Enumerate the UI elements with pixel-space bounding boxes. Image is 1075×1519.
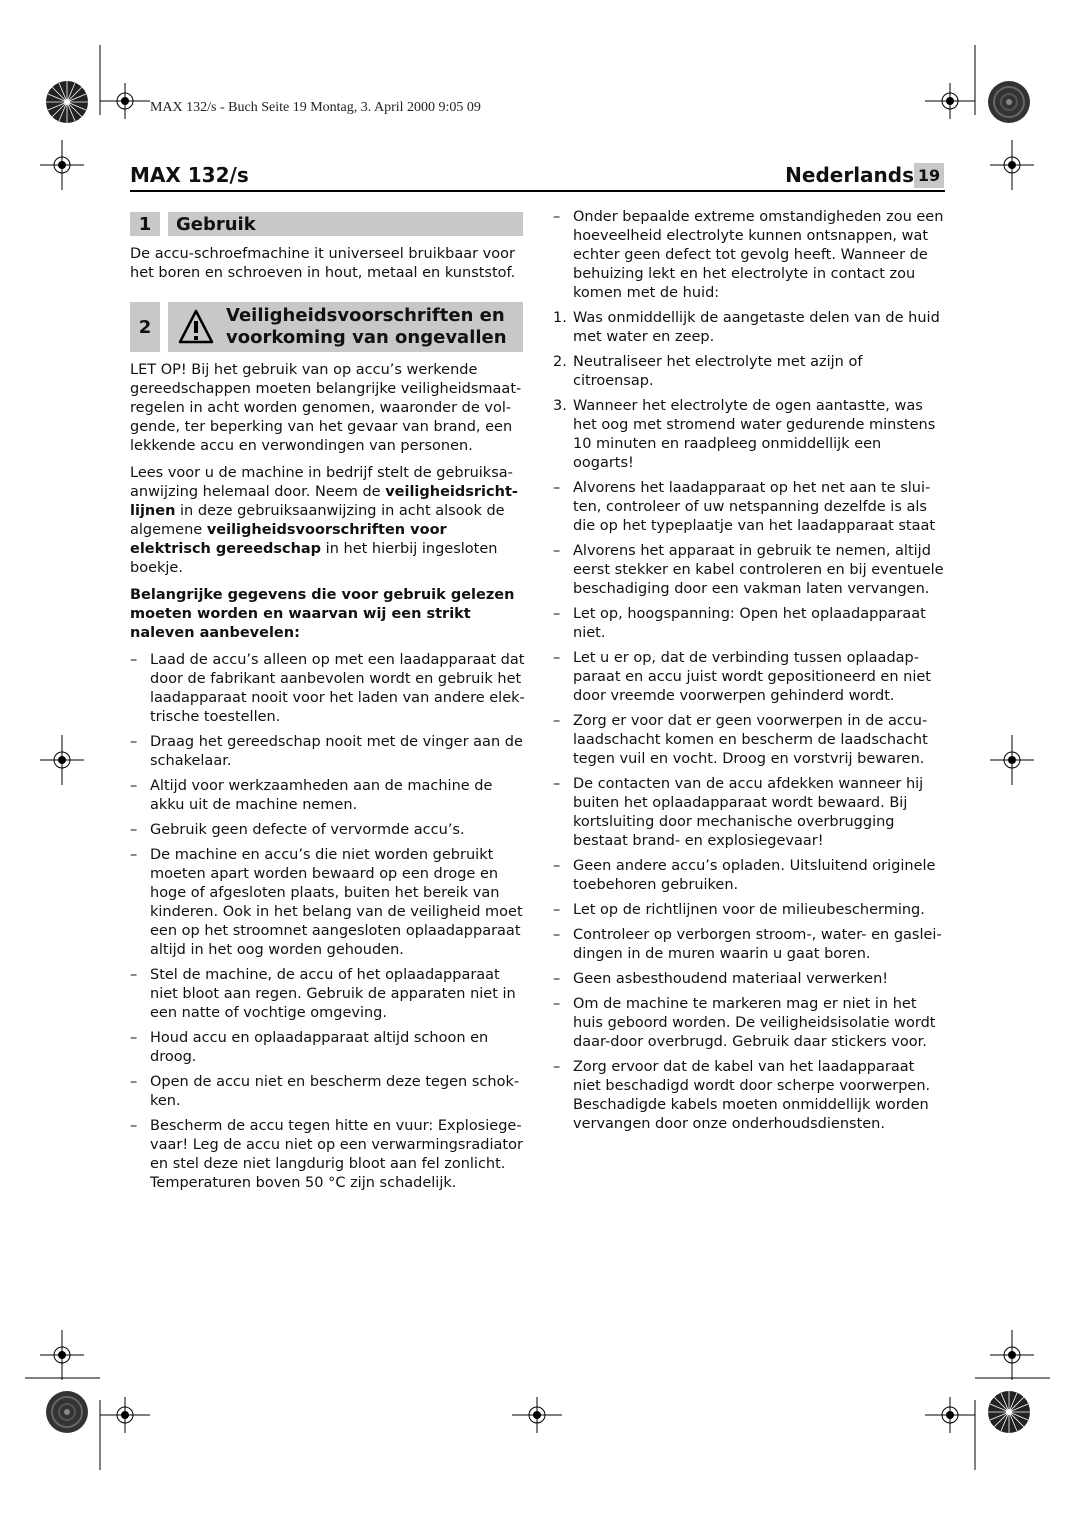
item-text: Wanneer het electrolyte de ogen aantastte, was het oog met stromend water gedurende minstens 10 minuten en raadpleeg onmiddellijk een oogarts!	[573, 398, 936, 471]
item-number: 1.	[553, 310, 567, 326]
list-item: – Geen andere accu’s opladen. Uitsluitend originele toebehoren gebruiken.	[553, 857, 946, 895]
paragraph	[130, 464, 525, 578]
print-slug: MAX 132/s - Buch Seite 19 Montag, 3. April 2000 9:05 09	[150, 100, 481, 115]
section-title: Gebruik	[168, 212, 523, 236]
list-item: – Gebruik geen defecte of vervormde accu’s.	[130, 821, 525, 840]
list-item: – Stel de machine, de accu of het oplaadapparaat niet bloot aan regen. Gebruik de apparaten niet in een natte of vochtige omgeving.	[130, 966, 525, 1023]
safety-list-right	[553, 479, 946, 1134]
section-number: 1	[130, 212, 160, 236]
list-item: – Houd accu en oplaadapparaat altijd schoon en droog.	[130, 1029, 525, 1067]
registration-mark-icon	[990, 140, 1034, 190]
bold-intro: Belangrijke gegevens die voor gebruik gelezen moeten worden en waarvan wij een strikt naleven aanbevelen:	[130, 587, 515, 641]
list-item: – Alvorens het apparaat in gebruik te nemen, altijd eerst stekker en kabel controleren en bij eventuele beschadiging door een vakman laten vervangen.	[553, 542, 946, 599]
item-number: 2.	[553, 354, 567, 370]
section-title: Veiligheidsvoorschriften en voorkoming van ongevallen	[226, 305, 507, 348]
running-header-title: MAX 132/s	[130, 163, 249, 187]
numbered-item	[553, 397, 946, 473]
list-item: – Bescherm de accu tegen hitte en vuur: Explosiege-vaar! Leg de accu niet op een verwarmingsradiator en stel deze niet langdurig bloot aan fel zonlicht. Temperaturen boven 50 °C zijn schadelijk.	[130, 1117, 525, 1193]
header-rule	[130, 190, 945, 192]
color-wheel-icon	[987, 80, 1031, 124]
list-item: – Onder bepaalde extreme omstandigheden zou een hoeveelheid electrolyte kunnen ontsnappen, wat echter geen defect tot gevolg heeft. Wanneer de behuizing lekt en het electrolyte in contact zou komen met de huid:	[553, 208, 946, 303]
color-wheel-icon	[987, 1390, 1031, 1434]
list-item: – Zorg ervoor dat de kabel van het laadapparaat niet beschadigd wordt door scherpe voorwerpen. Beschadigde kabels moeten onmiddellijk worden vervangen door onze onderhoudsdiensten.	[553, 1058, 946, 1134]
list-item: – Let op de richtlijnen voor de milieubescherming.	[553, 901, 946, 920]
registration-mark-icon	[990, 1330, 1034, 1380]
color-wheel-icon	[45, 80, 89, 124]
item-text: Was onmiddellijk de aangetaste delen van de huid met water en zeep.	[573, 310, 940, 345]
registration-mark-icon	[925, 83, 975, 119]
registration-mark-icon	[100, 1397, 150, 1433]
running-header-language: Nederlands	[785, 163, 914, 187]
color-wheel-icon	[45, 1390, 89, 1434]
text: in het hierbij ingesloten boekje.	[130, 541, 498, 576]
warning-triangle-icon	[178, 309, 214, 345]
numbered-item	[553, 353, 946, 391]
bold-text: veiligheidsricht-lijnen	[130, 484, 518, 519]
list-item: – Altijd voor werkzaamheden aan de machine de akku uit de machine nemen.	[130, 777, 525, 815]
list-item: – De machine en accu’s die niet worden gebruikt moeten apart worden bewaard op een droge en hoge of afgesloten plaats, buiten het bereik van kinderen. Ook in het belang van de veiligheid moet een op het stroomnet aangesloten oplaadapparaat altijd in het oog worden gehouden.	[130, 846, 525, 960]
list-item: – De contacten van de accu afdekken wanneer hij buiten het oplaadapparaat wordt bewaard. Bij kortsluiting door mechanische overbrugging bestaat brand- en explosiegevaar!	[553, 775, 946, 851]
registration-mark-icon	[40, 140, 84, 190]
list-item: – Draag het gereedschap nooit met de vinger aan de schakelaar.	[130, 733, 525, 771]
bold-text: veiligheidsvoorschriften voor elektrisch gereedschap	[130, 522, 447, 557]
registration-mark-icon	[100, 83, 150, 119]
list-item: – Laad de accu’s alleen op met een laadapparaat dat door de fabrikant aanbevolen wordt en gebruik het laadapparaat nooit voor het laden van andere elek-trische toestellen.	[130, 651, 525, 727]
list-item: – Let u er op, dat de verbinding tussen oplaadap-paraat en accu juist wordt gepositioneerd en niet door vreemde voorwerpen gehinderd wordt.	[553, 649, 946, 706]
safety-list-right-top	[553, 208, 946, 303]
registration-mark-icon	[512, 1397, 562, 1433]
section-heading-2	[130, 302, 523, 352]
section-heading-1	[130, 212, 523, 236]
text: Lees voor u de machine in bedrijf stelt de gebruiksa-anwijzing helemaal door. Neem de	[130, 465, 513, 500]
list-item: – Open de accu niet en bescherm deze tegen schok-ken.	[130, 1073, 525, 1111]
registration-mark-icon	[40, 735, 84, 785]
paragraph: De accu-schroefmachine it universeel bruikbaar voor het boren en schroeven in hout, metaal en kunststof.	[130, 246, 516, 281]
list-item: – Let op, hoogspanning: Open het oplaadapparaat niet.	[553, 605, 946, 643]
page-number: 19	[914, 163, 944, 188]
list-item: – Controleer op verborgen stroom-, water- en gaslei-dingen in de muren waarin u gaat boren.	[553, 926, 946, 964]
numbered-list	[553, 309, 946, 473]
list-item: – Geen asbesthoudend materiaal verwerken!	[553, 970, 946, 989]
right-column	[553, 208, 946, 1140]
section-1-body	[130, 245, 525, 291]
registration-mark-icon	[40, 1330, 84, 1380]
registration-mark-icon	[990, 735, 1034, 785]
section-number: 2	[130, 302, 160, 352]
list-item: – Zorg er voor dat er geen voorwerpen in de accu-laadschacht komen en bescherm de laadschacht tegen vuil en vocht. Droog en vorstvrij bewaren.	[553, 712, 946, 769]
item-number: 3.	[553, 398, 567, 414]
list-item: – Om de machine te markeren mag er niet in het huis geboord worden. De veiligheidsisolatie wordt daar-door overbrugd. Gebruik daar stickers voor.	[553, 995, 946, 1052]
list-item: – Alvorens het laadapparaat op het net aan te slui-ten, controleer of uw netspanning dezelfde is als die op het typeplaatje van het laadapparaat staat	[553, 479, 946, 536]
registration-mark-icon	[925, 1397, 975, 1433]
numbered-item	[553, 309, 946, 347]
paragraph: LET OP! Bij het gebruik van op accu’s werkende gereedschappen moeten belangrijke veiligheidsmaat-regelen in acht worden genomen, waaronder de vol-gende, ter beperking van het gevaar van brand, een lekkende accu en verwondingen van personen.	[130, 362, 522, 454]
text: in deze gebruiksaanwijzing in acht alsook de algemene	[130, 503, 505, 538]
section-title-box	[168, 302, 523, 352]
safety-list-left	[130, 651, 525, 1193]
item-text: Neutraliseer het electrolyte met azijn of citroensap.	[573, 354, 863, 389]
section-2-body	[130, 361, 525, 1199]
